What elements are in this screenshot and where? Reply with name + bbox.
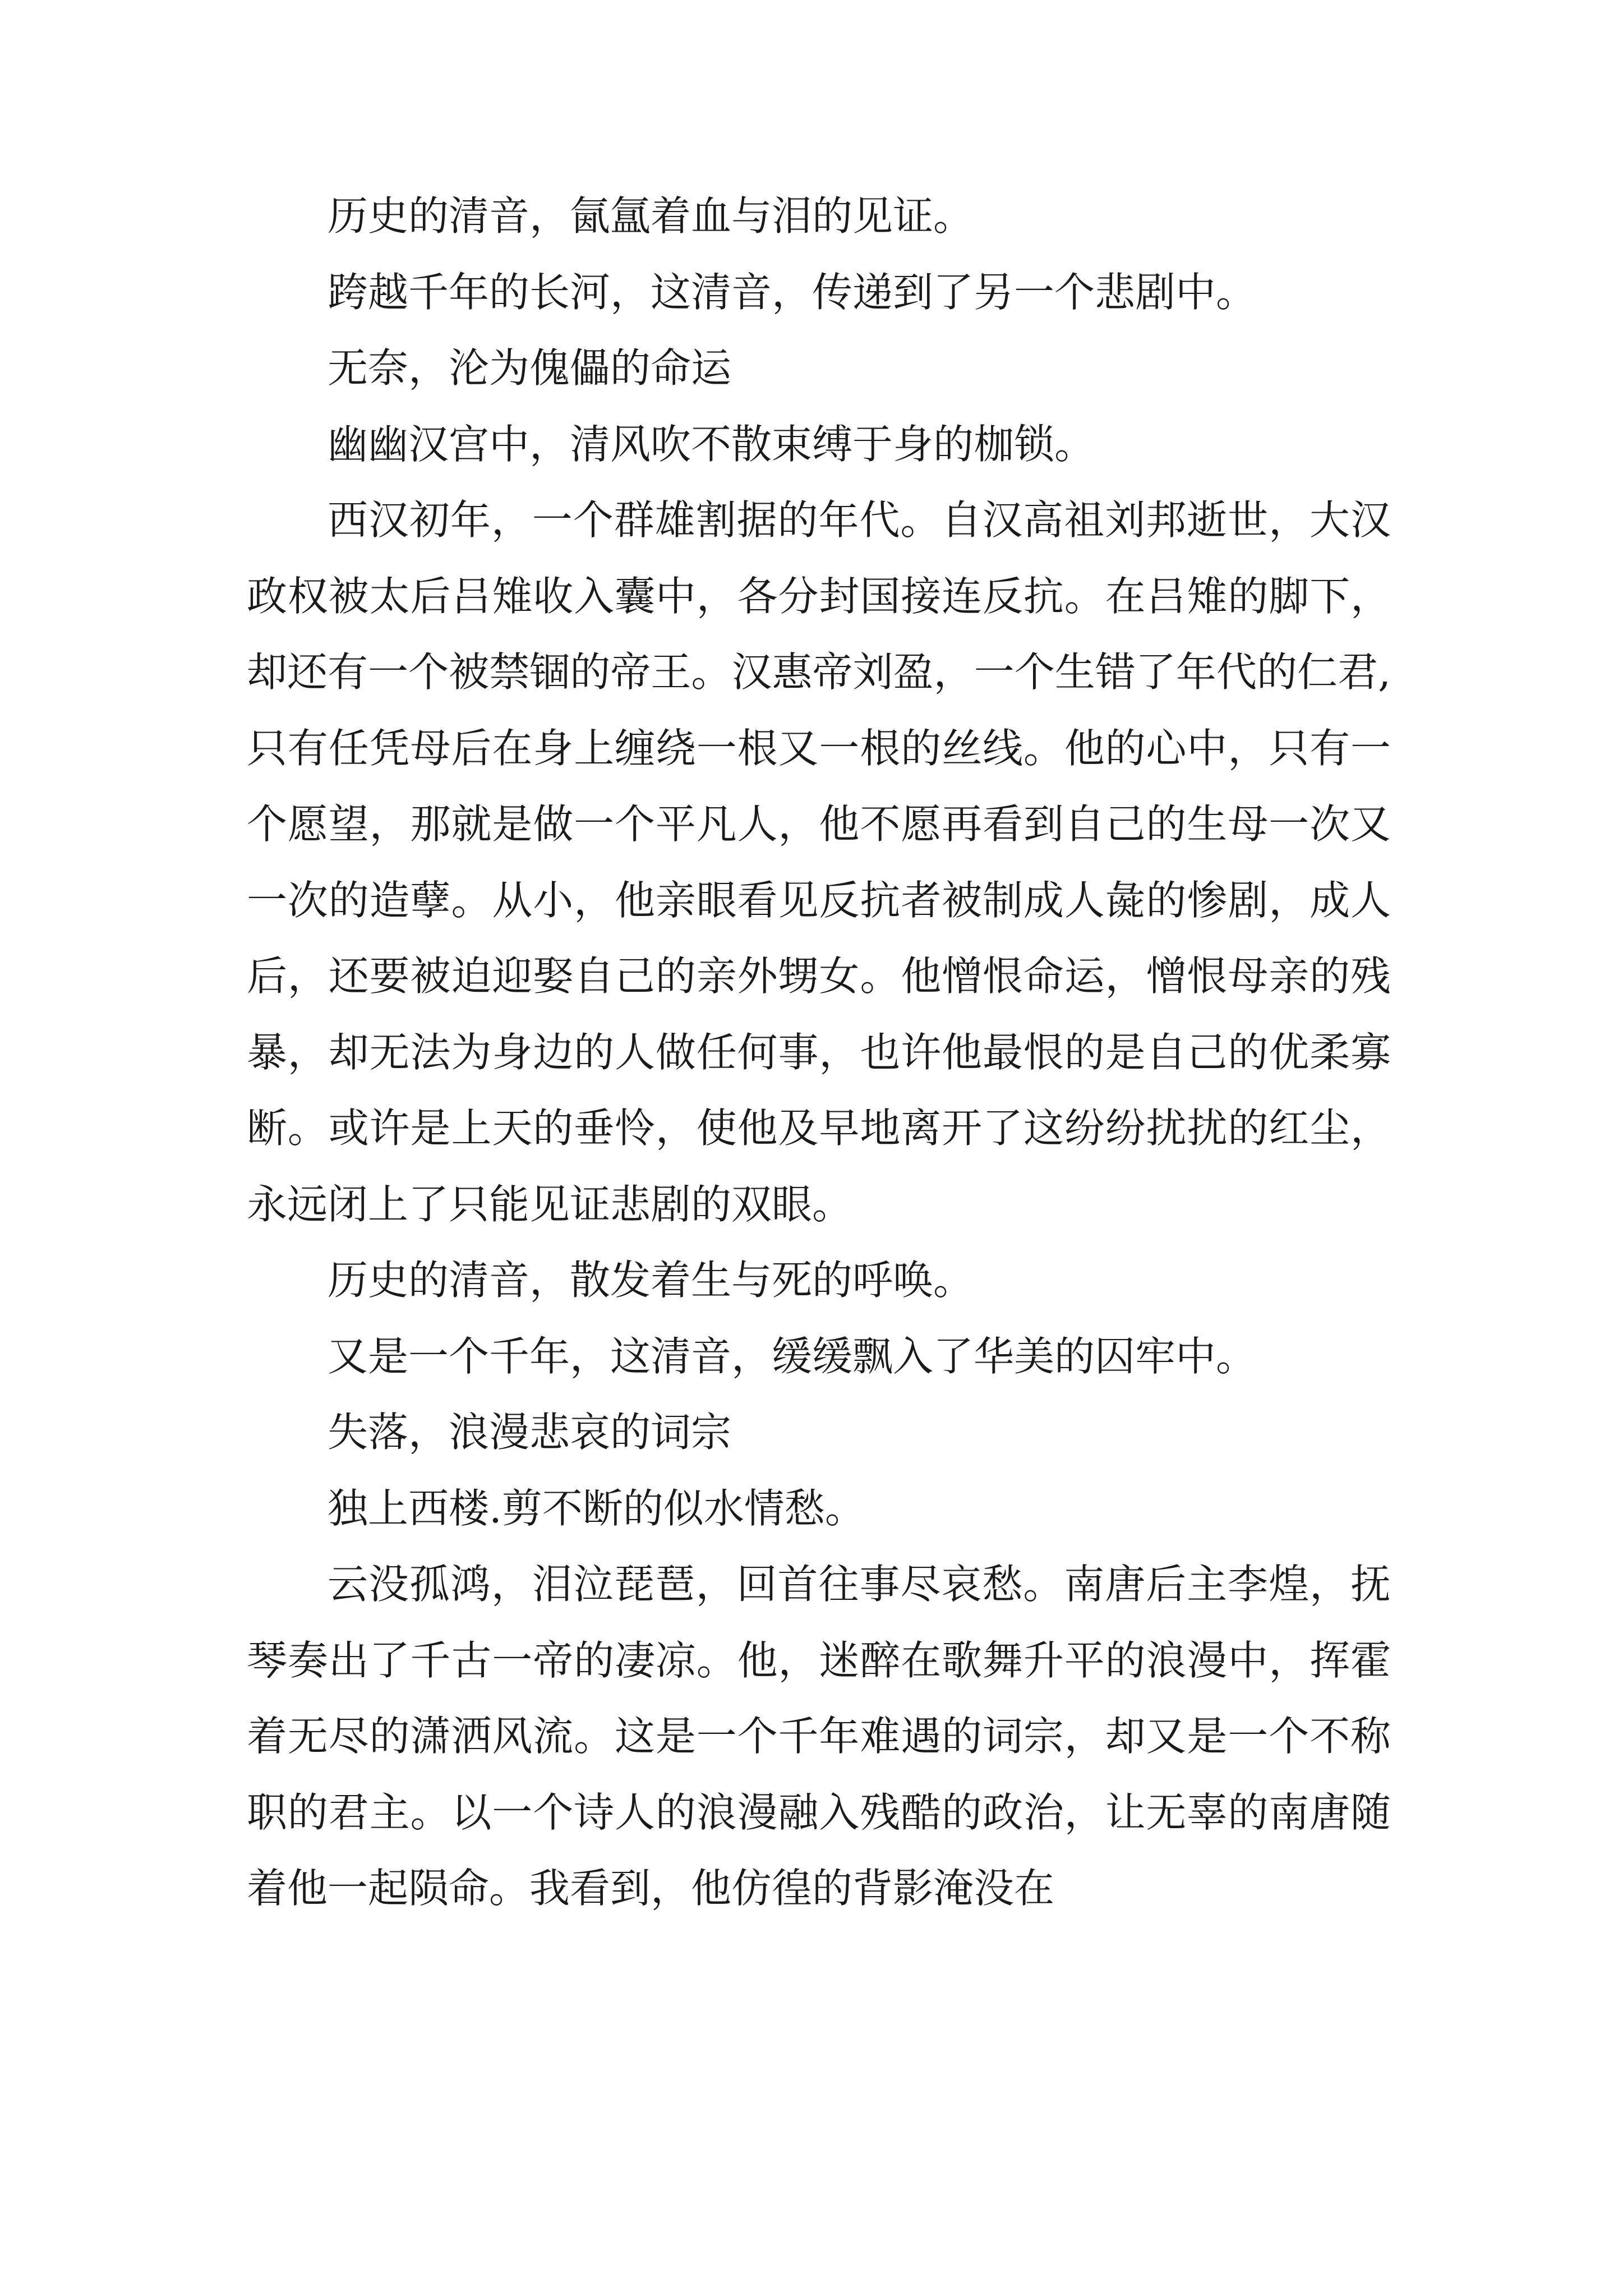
paragraph: 西汉初年，一个群雄割据的年代。自汉高祖刘邦逝世，大汉政权被太后吕雉收入囊中，各分封国接连反抗。在吕雉的脚下，却还有一个被禁锢的帝王。汉惠帝刘盈，一个生错了年代的仁君,只有任凭母后在身上缠绕一根又一根的丝线。他的心中，只有一个愿望，那就是做一个平凡人，他不愿再看到自己的生母一次又一次的造孽。从小，他亲眼看见反抗者被制成人彘的惨剧，成人后，还要被迫迎娶自己的亲外甥女。他憎恨命运，憎恨母亲的残暴，却无法为身边的人做任何事，也许他最恨的是自己的优柔寡断。或许是上天的垂怜，使他及早地离开了这纷纷扰扰的红尘，永远闭上了只能见证悲剧的双眼。 xyxy=(247,496,1391,1228)
body-text xyxy=(247,178,1391,1927)
paragraph: 历史的清音，氤氲着血与泪的见证。 xyxy=(328,192,974,240)
paragraph: 又是一个千年，这清音，缓缓飘入了华美的囚牢中。 xyxy=(328,1332,1257,1380)
paragraph: 历史的清音，散发着生与死的呼唤。 xyxy=(328,1257,974,1304)
paragraph: 跨越千年的长河，这清音，传递到了另一个悲剧中。 xyxy=(328,268,1257,316)
paragraph: 云没孤鸿，泪泣琵琶，回首往事尽哀愁。南唐后主李煌，抚琴奏出了千古一帝的凄凉。他，迷醉在歌舞升平的浪漫中，挥霍着无尽的潇洒风流。这是一个千年难遇的词宗，却又是一个不称职的君主。以一个诗人的浪漫融入残酷的政治，让无辜的南唐随着他一起陨命。我看到，他仿徨的背影淹没在 xyxy=(247,1561,1391,1912)
paragraph: 失落，浪漫悲哀的词宗 xyxy=(328,1409,732,1456)
paragraph: 无奈，沦为傀儡的命运 xyxy=(328,344,732,392)
paragraph: 幽幽汉宫中，清风吹不散束缚于身的枷锁。 xyxy=(328,420,1095,468)
paragraph: 独上西楼.剪不断的似水情愁。 xyxy=(328,1484,865,1532)
